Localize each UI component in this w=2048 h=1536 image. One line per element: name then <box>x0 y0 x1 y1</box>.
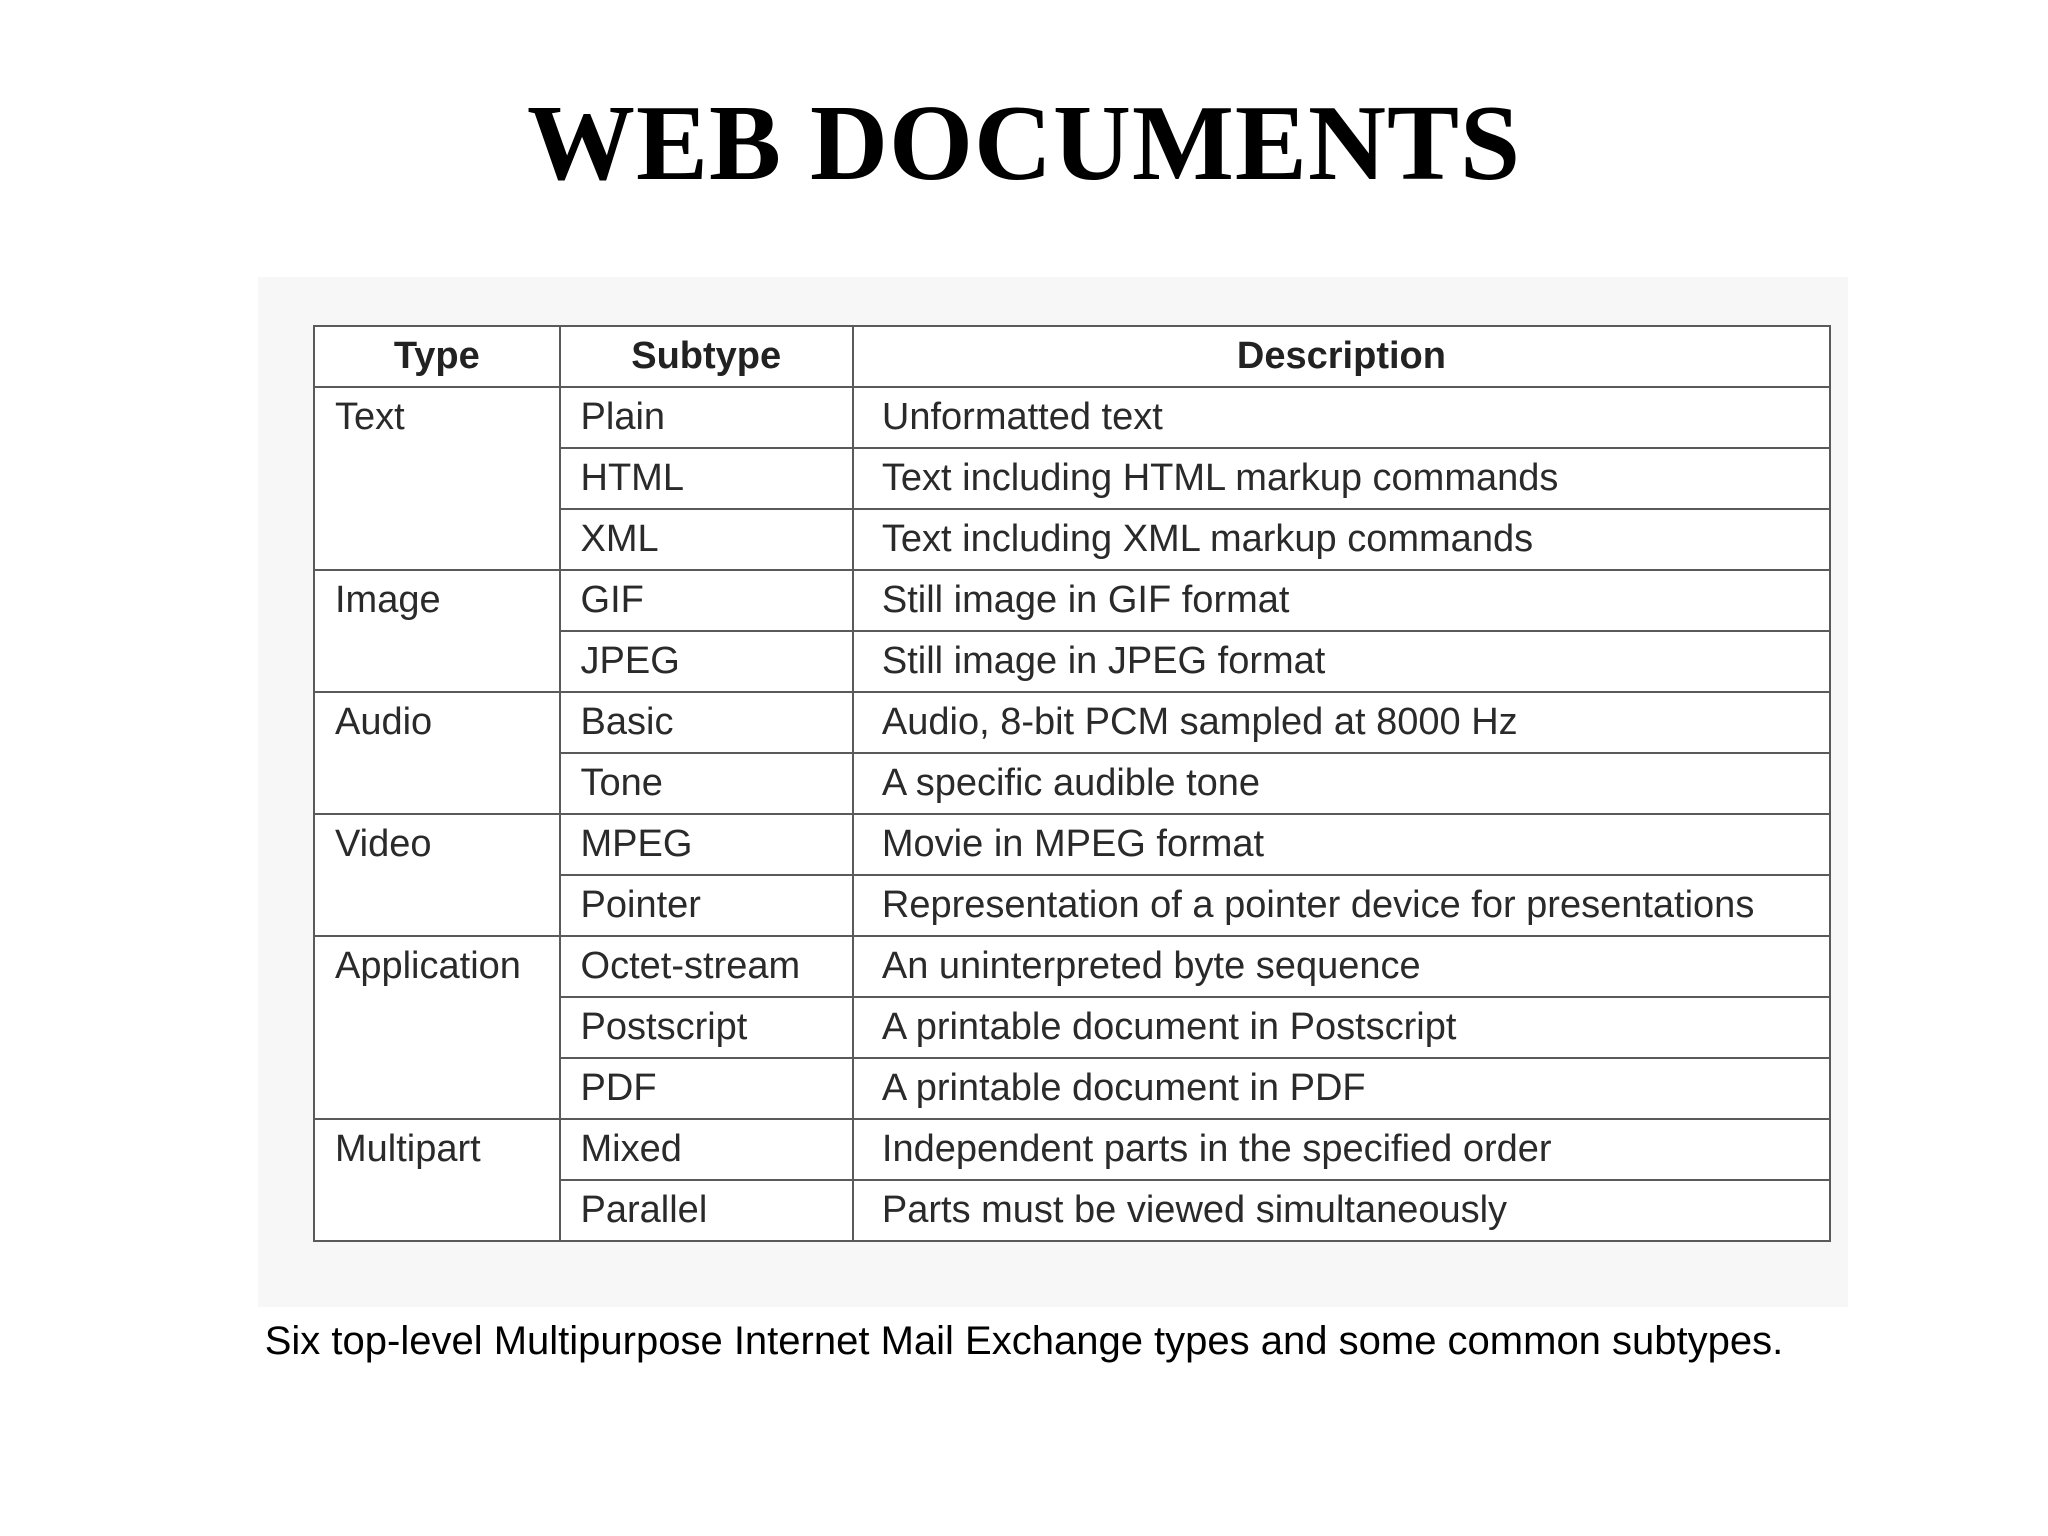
table-row <box>314 936 1830 997</box>
subtype-cell: MPEG <box>560 814 853 875</box>
table-row <box>314 570 1830 631</box>
type-cell-video: Video <box>314 814 560 936</box>
description-cell: A printable document in Postscript <box>853 997 1830 1058</box>
type-cell-multipart: Multipart <box>314 1119 560 1241</box>
type-cell-application: Application <box>314 936 560 1119</box>
description-cell: Representation of a pointer device for presentations <box>853 875 1830 936</box>
subtype-cell: Basic <box>560 692 853 753</box>
subtype-cell: PDF <box>560 1058 853 1119</box>
description-cell: Audio, 8-bit PCM sampled at 8000 Hz <box>853 692 1830 753</box>
description-cell: Movie in MPEG format <box>853 814 1830 875</box>
description-cell: An uninterpreted byte sequence <box>853 936 1830 997</box>
header-type: Type <box>314 326 560 387</box>
description-cell: Still image in JPEG format <box>853 631 1830 692</box>
type-cell-text: Text <box>314 387 560 570</box>
table-row <box>314 1119 1830 1180</box>
subtype-cell: GIF <box>560 570 853 631</box>
subtype-cell: HTML <box>560 448 853 509</box>
subtype-cell: Parallel <box>560 1180 853 1241</box>
subtype-cell: Tone <box>560 753 853 814</box>
description-cell: Text including HTML markup commands <box>853 448 1830 509</box>
mime-types-table <box>313 325 1831 1242</box>
description-cell: Independent parts in the specified order <box>853 1119 1830 1180</box>
description-cell: Unformatted text <box>853 387 1830 448</box>
subtype-cell: JPEG <box>560 631 853 692</box>
table-row <box>314 814 1830 875</box>
subtype-cell: Pointer <box>560 875 853 936</box>
table-row <box>314 692 1830 753</box>
table-row <box>314 387 1830 448</box>
description-cell: A specific audible tone <box>853 753 1830 814</box>
header-description: Description <box>853 326 1830 387</box>
subtype-cell: Mixed <box>560 1119 853 1180</box>
type-cell-image: Image <box>314 570 560 692</box>
header-subtype: Subtype <box>560 326 853 387</box>
subtype-cell: XML <box>560 509 853 570</box>
table-header-row <box>314 326 1830 387</box>
description-cell: Text including XML markup commands <box>853 509 1830 570</box>
subtype-cell: Postscript <box>560 997 853 1058</box>
slide-title: WEB DOCUMENTS <box>526 84 1522 203</box>
subtype-cell: Plain <box>560 387 853 448</box>
subtype-cell: Octet-stream <box>560 936 853 997</box>
table-caption: Six top-level Multipurpose Internet Mail Exchange types and some common subtypes. <box>264 1319 1784 1363</box>
type-cell-audio: Audio <box>314 692 560 814</box>
description-cell: A printable document in PDF <box>853 1058 1830 1119</box>
description-cell: Still image in GIF format <box>853 570 1830 631</box>
description-cell: Parts must be viewed simultaneously <box>853 1180 1830 1241</box>
